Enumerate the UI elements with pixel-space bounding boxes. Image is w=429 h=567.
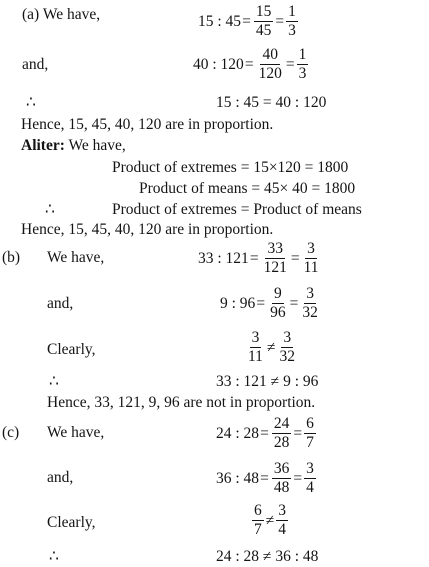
part-b-clearly: Clearly, xyxy=(47,341,96,358)
therefore-symbol: ∴ xyxy=(49,373,59,390)
part-a-and: and, xyxy=(22,56,49,73)
fraction: $\frac{3}{32}$ xyxy=(279,329,295,366)
part-b-equation-2: 9 : 96 = $\frac{9}{96}$ = $\frac{3}{32}$ xyxy=(220,285,318,322)
part-b-inequality: $\frac{3}{11}$ ≠ $\frac{3}{32}$ xyxy=(248,329,295,366)
fraction: $\frac{6}{7}$ xyxy=(254,502,262,539)
part-c-conclusion: 24 : 28 ≠ 36 : 48 xyxy=(216,548,319,565)
fraction: $\frac{3}{32}$ xyxy=(302,285,318,322)
part-b-hence: Hence, 33, 121, 9, 96 are not in proportion. xyxy=(47,394,316,411)
part-b-and: and, xyxy=(47,295,74,312)
part-a-hence-2: Hence, 15, 45, 40, 120 are in proportion. xyxy=(21,221,274,238)
part-c-equation-1: 24 : 28 = $\frac{24}{28}$ = $\frac{6}{7}$ xyxy=(216,415,314,452)
fraction: $\frac{1}{3}$ xyxy=(288,3,296,40)
fraction: $\frac{3}{4}$ xyxy=(278,502,287,539)
part-a-equation-1: 15 : 45 = $\frac{15}{45}$ = $\frac{1}{3}$ xyxy=(198,3,296,40)
therefore-symbol: ∴ xyxy=(49,548,59,565)
part-c-clearly: Clearly, xyxy=(47,514,96,531)
means-line: Product of means = 45× 40 = 1800 xyxy=(139,180,356,197)
part-c-we-have: We have, xyxy=(47,424,105,441)
therefore-symbol: ∴ xyxy=(26,94,36,111)
extremes-line: Product of extremes = 15×120 = 1800 xyxy=(112,159,349,176)
fraction: $\frac{9}{96}$ xyxy=(270,285,286,322)
part-a-hence: Hence, 15, 45, 40, 120 are in proportion. xyxy=(21,116,274,133)
part-a-label: (a) We have, xyxy=(22,6,101,23)
part-b-label: (b) xyxy=(2,249,21,266)
fraction: $\frac{1}{3}$ xyxy=(298,46,307,83)
therefore-symbol: ∴ xyxy=(45,201,55,218)
product-conclusion: Product of extremes = Product of means xyxy=(112,201,362,218)
part-c-and: and, xyxy=(47,469,74,486)
part-a-conclusion: 15 : 45 = 40 : 120 xyxy=(216,94,327,111)
part-b-conclusion: 33 : 121 ≠ 9 : 96 xyxy=(216,373,319,390)
fraction: $\frac{24}{28}$ xyxy=(273,415,290,452)
part-b-equation-1: 33 : 121 = $\frac{33}{121}$ = $\frac{3}{11}$ xyxy=(198,240,319,277)
fraction: $\frac{3}{11}$ xyxy=(303,240,319,277)
aliter-line: Aliter: We have, xyxy=(21,137,126,154)
part-c-equation-2: 36 : 48 = $\frac{36}{48}$ = $\frac{3}{4}$ xyxy=(216,460,314,497)
fraction: $\frac{15}{45}$ xyxy=(255,3,272,40)
fraction: $\frac{36}{48}$ xyxy=(273,460,290,497)
fraction: $\frac{33}{121}$ xyxy=(263,240,287,277)
part-c-label: (c) xyxy=(2,424,20,441)
fraction: $\frac{3}{4}$ xyxy=(306,460,314,497)
part-a-equation-2: 40 : 120 = $\frac{40}{120}$ = $\frac{1}{3}$ xyxy=(193,46,307,83)
part-b-we-have: We have, xyxy=(47,249,105,266)
fraction: $\frac{6}{7}$ xyxy=(306,415,314,452)
part-c-inequality: $\frac{6}{7}$ ≠ $\frac{3}{4}$ xyxy=(254,502,287,539)
fraction: $\frac{40}{120}$ xyxy=(258,46,282,83)
fraction: $\frac{3}{11}$ xyxy=(248,329,263,366)
